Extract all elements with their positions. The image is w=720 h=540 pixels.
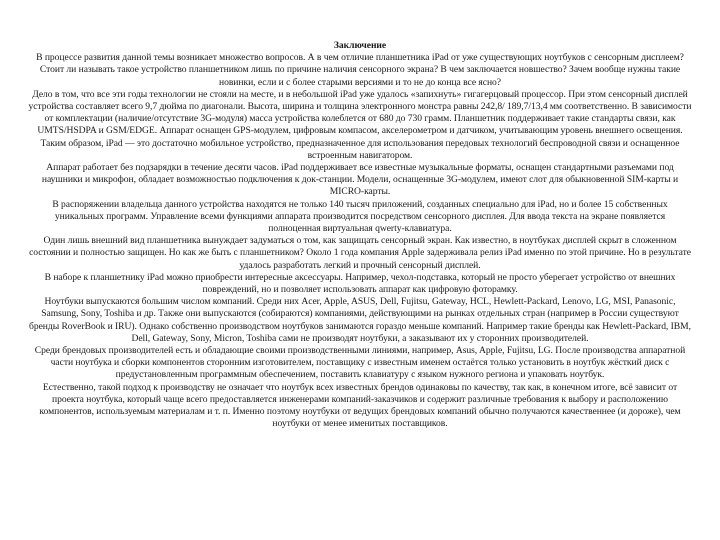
paragraph-brand-production: Среди брендовых производителей есть и обладающие своими производственными линиями, например, Asus, Apple, Fujitsu, LG. После производства аппаратной части ноутбука и сборки компонентов сторонним изготовителем, поставщику с известным именем остаётся только установить в ноутбук жёсткий диск с предустановленным программным обеспечением, поставить клавиатуру с языком нужного региона и упаковать ноутбук. [34, 345, 686, 381]
paragraph-accessories: В наборе к планшетнику iPad можно приобрести интересные аксессуары. Например, чехол-подставка, который не просто уберегает устройство от внешних повреждений, но и позволяет использовать аппарат как цифровую фоторамку. [44, 271, 676, 296]
paragraph-applications: В распоряжении владельца данного устройства находятся не только 140 тысяч приложений, созданных специально для iPad, но и более 15 собственных уникальных программ. Управление всеми функциями аппарата производится посредством сенсорного дисплея. Для ввода текста на экране появляется полноценная виртуальная qwerty-клавиатура. [52, 198, 668, 235]
paragraph-intro-questions: В процессе развития данной темы возникает множество вопросов. А в чем отличие планшетника iPad от уже существующих ноутбуков с сенсорным дисплеем? Стоит ли называть такое устройство планшетником лишь по причине наличия сенсорного экрана? В чем заключается новшество? Зачем вообще нужны такие новинки, если и с более старыми версиями и то не до конца все ясно? [36, 52, 684, 88]
paragraph-specs: Дело в том, что все эти годы технологии не стояли на месте, и в небольшой iPad уже удалось «запихнуть» гигагерцовый процессор. При этом сенсорный дисплей устройства составляет всего 9,7 дюйма по диагонали. Высота, ширина и толщина электронного монстра равны 242,8/ 189,7/13,4 мм соответственно. В зависимости от комплектации (наличие/отсутствие 3G-модуля) масса устройства колеблется от 680 до 730 грамм. Планшетник поддерживает такие стандарты связи, как UMTS/HSDPA и GSM/EDGE. Аппарат оснащен GPS-модулем, цифровым компасом, акселерометром и датчиком, учитывающим уровень внешнего освещения. [28, 88, 692, 137]
paragraph-summary: Таким образом, iPad — это достаточно мобильное устройство, предназначенное для использования передовых технологий беспроводной связи и оснащенное встроенным навигатором. [40, 137, 680, 161]
paragraph-quality: Естественно, такой подход к производству не означает что ноутбук всех известных брендов одинаковы по качеству, так как, в конечном итоге, всё зависит от проекта ноутбука, который чаще всего предоставляется инженерами компаний-заказчиков и содержит различные требования к выбору и расположению компонентов, используемым материалам и т. п. Именно поэтому ноутбуки от ведущих брендовых компаний обычно получаются качественнее (и дороже), чем ноутбуки от менее именитых поставщиков. [39, 381, 681, 430]
document-title: Заключение [333, 40, 387, 51]
paragraph-laptop-manufacturers: Ноутбуки выпускаются большим числом компаний. Среди них Acer, Apple, ASUS, Dell, Fujitsu, Gateway, HCL, Hewlett-Packard, Lenovo, LG, MSI, Panasonic, Samsung, Sony, Toshiba и др. Также они выпускаются (собираются) компаниями, действующими на рынках отдельных стран (например в России существуют бренды RoverBook и IRU). Однако собственно производством ноутбуков занимаются гораздо меньше компаний. Например такие бренды как Hewlett-Packard, IBM, Dell, Gateway, Sony, Micron, Toshiba сами не производят ноутбуки, а заказывают их у сторонних производителей. [29, 296, 691, 344]
paragraph-battery-connectors: Аппарат работает без подзарядки в течение десяти часов. iPad поддерживает все известные музыкальные форматы, оснащен стандартными разъемами под наушники и микрофон, обладает возможностью подключения к док-станции. Модели, оснащенные 3G-модулем, имеют слот для обыкновенной SIM-карты и MICRO-карты. [41, 162, 679, 198]
paragraph-screen-protection: Один лишь внешний вид планшетника вынуждает задуматься о том, как защищать сенсорный экран. Как известно, в ноутбуках дисплей скрыт в сложенном состоянии и полностью защищен. Но как же быть с планшетником? Около 1 года компания Apple задерживала релиз iPad именно по этой причине. Но в результате удалось разработать легкий и прочный сенсорный дисплей. [29, 235, 691, 271]
